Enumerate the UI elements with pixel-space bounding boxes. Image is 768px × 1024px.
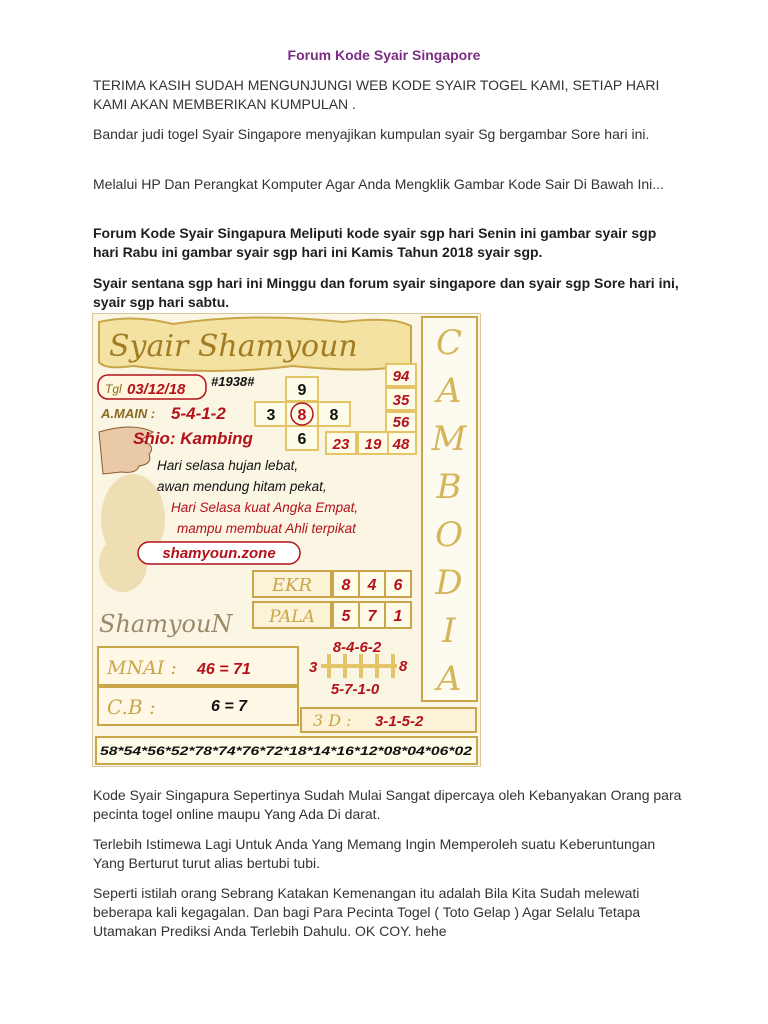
vertical-letter-5: O bbox=[435, 515, 463, 555]
intro-paragraph-3: Melalui HP Dan Perangkat Komputer Agar Anda Mengklik Gambar Kode Sair Di Bawah Ini... bbox=[93, 176, 664, 192]
right-number-3: 56 bbox=[392, 414, 410, 431]
mnai-value: 46 = 71 bbox=[197, 661, 251, 678]
outro-paragraph-1: Kode Syair Singapura Sepertinya Sudah Mulai Sangat dipercaya oleh Kebanyakan Orang para pecinta togel online maupu Yang Ada Di darat. bbox=[93, 787, 682, 822]
vertical-letter-7: I bbox=[442, 611, 456, 651]
date-label: Tgl bbox=[105, 382, 122, 396]
ekr-label: EKR bbox=[271, 575, 313, 596]
poem-line-2: awan mendung hitam pekat, bbox=[157, 479, 327, 494]
ekr-digit-1: 8 bbox=[341, 577, 351, 594]
page-title: Forum Kode Syair Singapore bbox=[287, 47, 481, 63]
top-combo: 8-4-6-2 bbox=[332, 639, 382, 656]
bottom-combo: 5-7-1-0 bbox=[330, 681, 380, 698]
intro-paragraph-1: TERIMA KASIH SUDAH MENGUNJUNGI WEB KODE SYAIR TOGEL KAMI, SETIAP HARI KAMI AKAN MEMBERIKAN KUMPULAN . bbox=[93, 77, 660, 112]
row-number-2: 19 bbox=[364, 436, 382, 453]
right-number-1: 94 bbox=[392, 368, 410, 385]
bold-paragraph-2: Syair sentana sgp hari ini Minggu dan forum syair singapore dan syair sgp Sore hari ini, syair sgp hari sabtu. bbox=[93, 275, 679, 310]
bold-paragraph-1: Forum Kode Syair Singapura Meliputi kode syair sgp hari Senin ini gambar syair sgp hari Rabu ini gambar syair sgp hari ini Kamis Tahun 2018 syair sgp. bbox=[93, 225, 657, 260]
bb-numbers: 58*54*56*52*78*74*76*72*18*14*16*12*08*04*06*02 bbox=[100, 746, 473, 758]
pala-digit-2: 7 bbox=[367, 608, 377, 625]
pala-digit-3: 1 bbox=[393, 608, 403, 625]
grid-top: 9 bbox=[297, 382, 307, 399]
amain-value: 5-4-1-2 bbox=[171, 404, 226, 423]
outro-paragraph-3: Seperti istilah orang Sebrang Katakan Kemenangan itu adalah Bila Kita Sudah melewati beberapa kali kegagalan. Dan bagi Para Pecinta Togel ( Toto Gelap ) Agar Selalu Tetapa Utamakan Prediksi Anda Terlebih Dahulu. OK COY. hehe bbox=[93, 885, 641, 939]
ekr-digit-2: 4 bbox=[367, 577, 377, 594]
row-number-1: 23 bbox=[332, 436, 350, 453]
ladder-right-digit: 8 bbox=[399, 658, 408, 675]
grid-right: 8 bbox=[329, 407, 339, 424]
vertical-letter-6: D bbox=[435, 563, 463, 603]
poem-line-1: Hari selasa hujan lebat, bbox=[157, 458, 299, 473]
intro-paragraph-2: Bandar judi togel Syair Singapore menyajikan kumpulan syair Sg bergambar Sore hari ini. bbox=[93, 126, 650, 142]
vertical-letter-8: A bbox=[436, 659, 462, 699]
ladder-left-digit: 3 bbox=[309, 659, 318, 676]
d3-label: 3 D : bbox=[313, 711, 352, 730]
pala-label: PALA bbox=[269, 607, 315, 627]
syair-image bbox=[92, 313, 481, 767]
d3-value: 3-1-5-2 bbox=[375, 713, 424, 730]
cb-value: 6 = 7 bbox=[211, 698, 248, 715]
issue-number: #1938# bbox=[211, 374, 255, 389]
poem-line-3: Hari Selasa kuat Angka Empat, bbox=[171, 500, 359, 515]
pala-digit-1: 5 bbox=[341, 608, 351, 625]
vertical-letter-4: B bbox=[436, 467, 462, 507]
outro-paragraph-2: Terlebih Istimewa Lagi Untuk Anda Yang Memang Ingin Memperoleh suatu Keberuntungan Yang Berturut turut alias bertubi tubi. bbox=[93, 836, 656, 871]
date-value: 03/12/18 bbox=[127, 381, 186, 398]
vertical-letter-1: C bbox=[435, 323, 463, 363]
ekr-digit-3: 6 bbox=[393, 577, 403, 594]
right-number-4: 48 bbox=[392, 436, 410, 453]
signature: ShamyouN bbox=[99, 610, 233, 638]
cb-label: C.B : bbox=[107, 695, 156, 719]
mnai-label: MNAI : bbox=[107, 657, 177, 679]
site-badge: shamyoun.zone bbox=[162, 545, 276, 562]
grid-bottom: 6 bbox=[297, 431, 307, 448]
poem-line-4: mampu membuat Ahli terpikat bbox=[177, 521, 356, 536]
grid-left: 3 bbox=[266, 407, 276, 424]
banner-title: Syair Shamyoun bbox=[109, 329, 358, 364]
shio-text: Shio: Kambing bbox=[133, 429, 253, 448]
amain-label: A.MAIN : bbox=[101, 406, 156, 421]
right-number-2: 35 bbox=[392, 392, 410, 409]
vertical-letter-3: M bbox=[431, 419, 467, 459]
dragon-artwork bbox=[99, 474, 165, 592]
vertical-letter-2: A bbox=[436, 371, 462, 411]
grid-center: 8 bbox=[297, 407, 307, 424]
